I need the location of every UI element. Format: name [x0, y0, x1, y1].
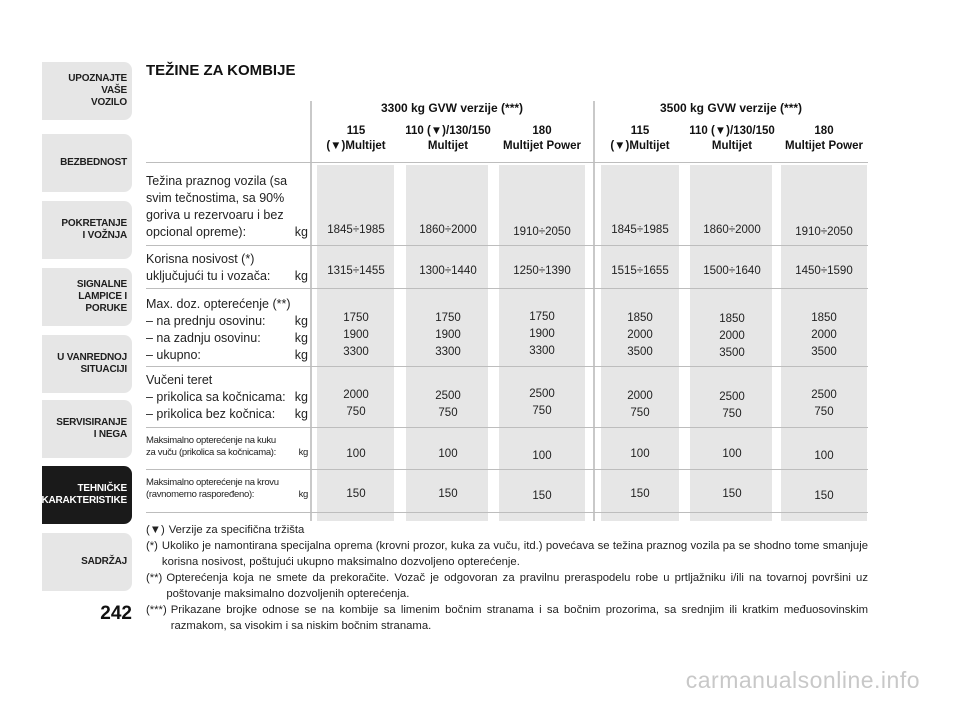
table-cell: 2500 750	[529, 388, 555, 417]
group-header-3300: 3300 kg GVW verzije (***)	[380, 101, 524, 115]
footnote-text: Verzije za specifična tržišta	[168, 524, 305, 536]
footnote-mark: (**)	[146, 572, 163, 584]
table-cell: 1845÷1985	[611, 224, 669, 236]
group-header-3500: 3500 kg GVW verzije (***)	[659, 101, 803, 115]
table-cell: 100	[722, 448, 742, 460]
tab-upoznajte-vase-vozilo[interactable]: UPOZNAJTE VAŠE VOZILO	[42, 62, 132, 120]
table-rule	[146, 162, 868, 163]
table-cell: 1845÷1985	[327, 224, 385, 236]
row-label-opterecenje-na-kuku: Maksimalno opterećenje na kuku za vuču (prikolica sa kočnicama): kg	[146, 435, 308, 458]
column-header: 110 (▼)/130/150 Multijet	[689, 125, 775, 152]
table-cell: 100	[630, 448, 650, 460]
table-cell: 1910÷2050	[513, 226, 571, 238]
table-cell: 1850 2000 3500	[811, 312, 837, 358]
row-label-tezina-praznog-vozila: Težina praznog vozila (sa svim tečnostima, sa 90% goriva u rezervoaru i bez opcional opreme): kg	[146, 174, 308, 239]
table-cell: 2000 750	[627, 390, 653, 419]
table-cell: 1750 1900 3300	[529, 311, 555, 357]
table-cell: 1450÷1590	[795, 265, 853, 277]
row-label-korisna-nosivost: Korisna nosivost (*) uključujući tu i vozača: kg	[146, 252, 308, 283]
table-cell: 150	[814, 490, 834, 502]
table-cell: 150	[722, 488, 742, 500]
footnotes	[146, 522, 868, 634]
table-cell: 100	[346, 448, 366, 460]
table-cell: 1500÷1640	[703, 265, 761, 277]
table-cell: 1300÷1440	[419, 265, 477, 277]
column-header: 115 (▼)Multijet	[610, 125, 670, 152]
tab-bezbednost[interactable]: BEZBEDNOST	[42, 134, 132, 192]
watermark: carmanualsonline.info	[685, 667, 920, 693]
table-rule	[146, 427, 868, 428]
column-header: 180 Multijet Power	[785, 125, 863, 152]
footnote-text: Ukoliko je namontirana specijalna oprema (krovni prozor, kuka za vuču, itd.) povećava se težina praznog vozila pa se shodno tome smanjuje korisna nosivost, poštujući ukupno maksimalno dozvoljeno opterećenje.	[161, 540, 868, 568]
table-cell: 1850 2000 3500	[627, 312, 653, 358]
table-cell: 2500 750	[435, 390, 461, 419]
table-cell: 100	[438, 448, 458, 460]
table-cell: 150	[532, 490, 552, 502]
table-cell: 2500 750	[719, 391, 745, 420]
row-label-max-opterecenje: Max. doz. opterećenje (**) – na prednju osovinu: kg – na zadnju osovinu: kg – ukupno: kg	[146, 297, 308, 362]
tab-u-vanrednoj-situaciji[interactable]: U VANREDNOJ SITUACIJI	[42, 335, 132, 393]
table-cell: 1860÷2000	[419, 224, 477, 236]
table-rule	[146, 288, 868, 289]
table-cell: 100	[532, 450, 552, 462]
row-label-opterecenje-na-krovu: Maksimalno opterećenje na krovu (ravnomerno raspoređeno): kg	[146, 477, 308, 500]
section-title: TEŽINE ZA KOMBIJE	[146, 62, 296, 79]
table-rule	[146, 245, 868, 246]
tab-sadrzaj[interactable]: SADRŽAJ	[42, 533, 132, 591]
table-cell: 1750 1900 3300	[435, 312, 461, 358]
footnote-mark: (***)	[146, 604, 167, 616]
table-rule	[146, 366, 868, 367]
tab-pokretanje-i-voznja[interactable]: POKRETANJE I VOŽNJA	[42, 201, 132, 259]
table-cell: 1515÷1655	[611, 265, 669, 277]
table-cell: 1860÷2000	[703, 224, 761, 236]
footnote	[146, 538, 868, 570]
footnote-mark: (▼)	[146, 524, 165, 536]
table-cell: 1750 1900 3300	[343, 312, 369, 358]
table-cell: 150	[630, 488, 650, 500]
table-cell: 150	[438, 488, 458, 500]
table-cell: 1850 2000 3500	[719, 313, 745, 359]
table-cell: 1910÷2050	[795, 226, 853, 238]
footnote-text: Opterećenja koja ne smete da prekoračite. Vozač je odgovoran za pravilnu preraspodelu robe u prtljažniku i/ili na tovarnoj površini uz poštovanje maksimalno dozvoljenih opterećenja.	[166, 572, 868, 600]
tab-signalne-lampice[interactable]: SIGNALNE LAMPICE I PORUKE	[42, 268, 132, 326]
table-cell: 2000 750	[343, 389, 369, 418]
table-rule	[146, 512, 868, 513]
footnote-mark: (*)	[146, 540, 158, 552]
footnote	[146, 570, 868, 602]
table-cell: 1250÷1390	[513, 265, 571, 277]
column-header: 115 (▼)Multijet	[326, 125, 386, 152]
table-cell: 1315÷1455	[327, 265, 385, 277]
page-number: 242	[100, 603, 132, 624]
table-rule	[146, 469, 868, 470]
column-header: 110 (▼)/130/150 Multijet	[405, 125, 491, 152]
table-cell: 150	[346, 488, 366, 500]
row-label-vuceni-teret: Vučeni teret – prikolica sa kočnicama: kg – prikolica bez kočnica: kg	[146, 373, 308, 421]
footnote-text: Prikazane brojke odnose se na kombije sa limenim bočnim stranama i sa bočnim prozorima, sa srednjim ili kratkim međuosovinskim razmakom, sa visokim i sa niskim bočnim stranama.	[170, 604, 868, 632]
tab-tehnicke-karakteristike[interactable]: TEHNIČKE KARAKTERISTIKE	[42, 466, 132, 524]
footnote	[146, 522, 868, 538]
tab-servisiranje-i-nega[interactable]: SERVISIRANJE I NEGA	[42, 400, 132, 458]
table-cell: 100	[814, 450, 834, 462]
column-header: 180 Multijet Power	[503, 125, 581, 152]
footnote	[146, 602, 868, 634]
table-cell: 2500 750	[811, 389, 837, 418]
